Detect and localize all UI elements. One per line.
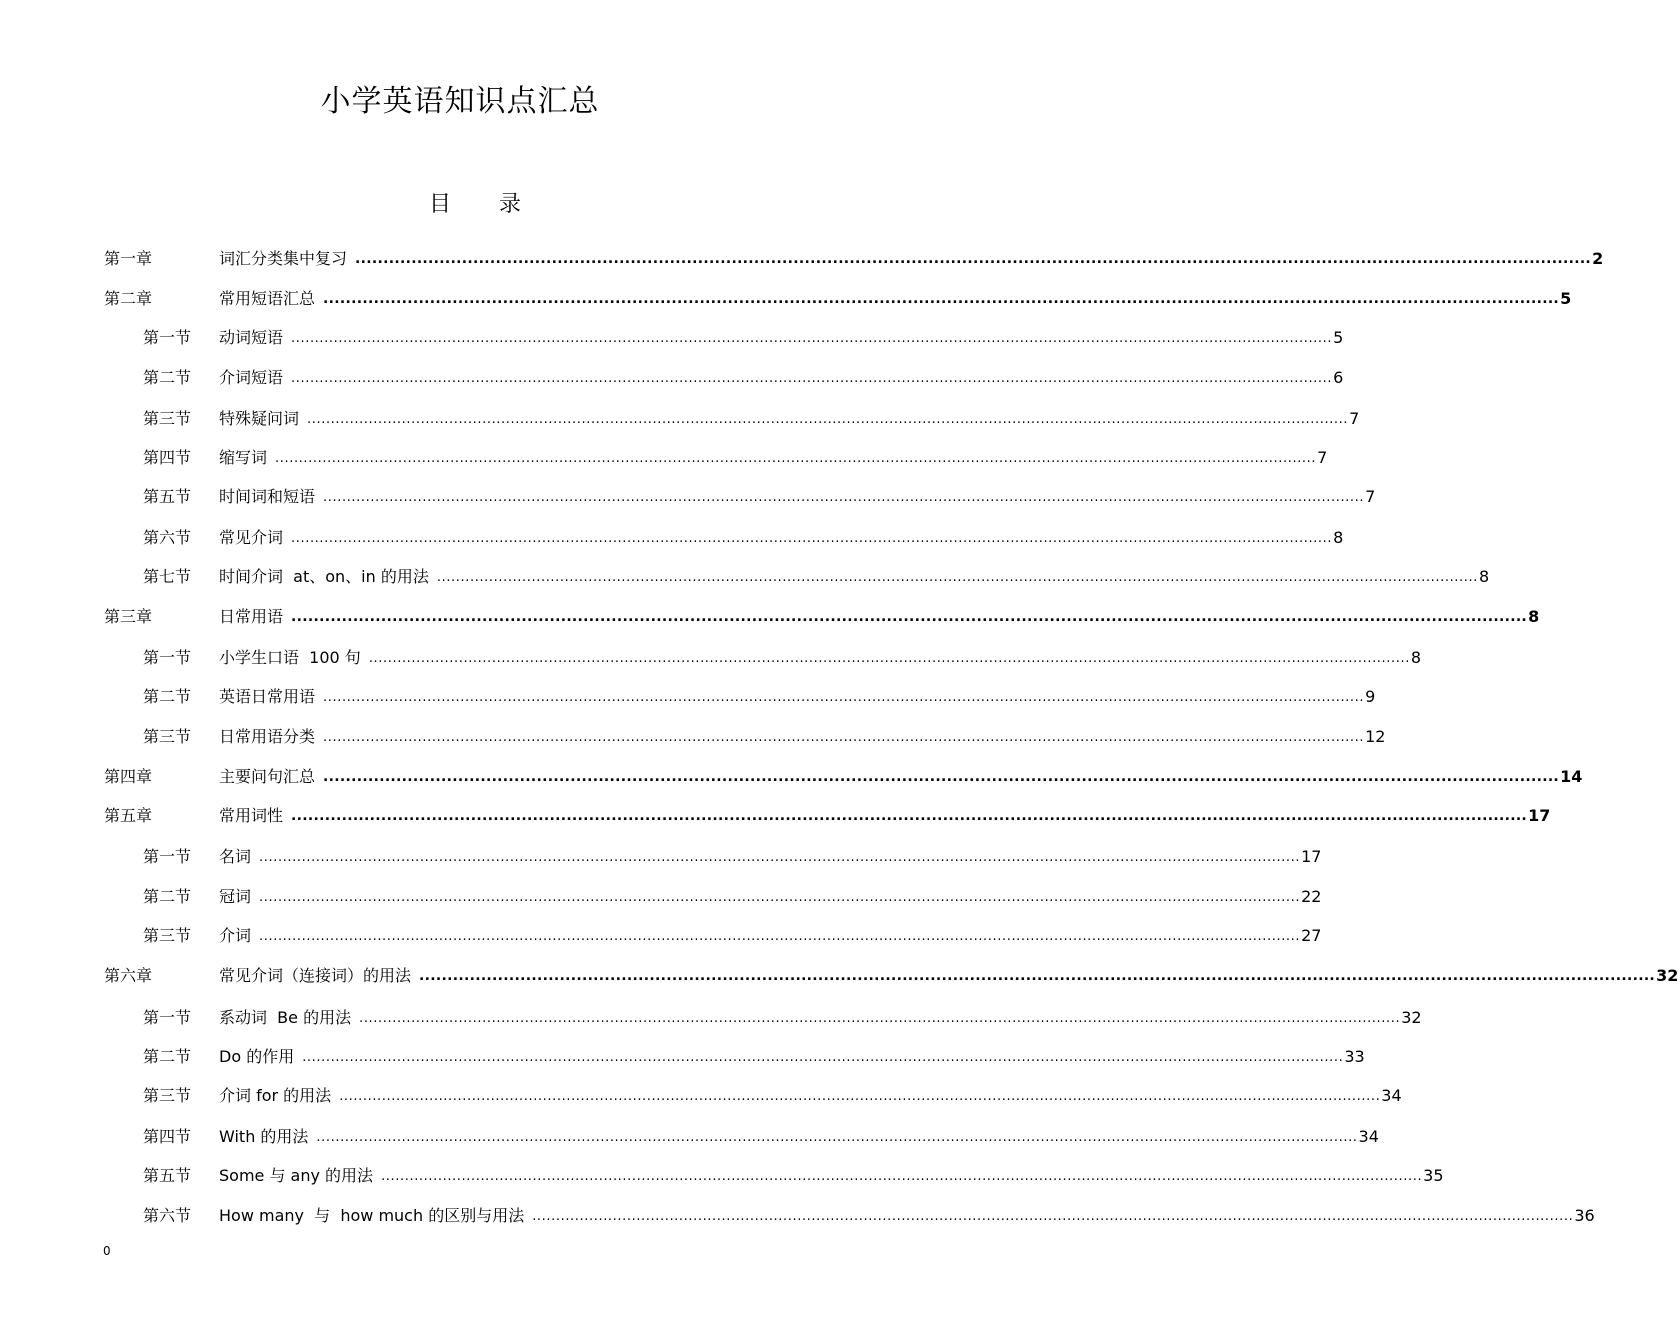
- toc-entry-title: 特殊疑问词: [219, 409, 300, 428]
- toc-entry-title: 动词短语: [219, 328, 284, 347]
- toc-page-number: 14: [1560, 767, 1583, 786]
- toc-dot-leader: ............................................................................................................................................................................................................................: [291, 531, 1333, 546]
- toc-entry-title: 介词短语: [219, 368, 284, 387]
- toc-entry-label: 第二节: [143, 368, 192, 387]
- page-number: 0: [103, 1244, 111, 1258]
- toc-section-row[interactable]: [0, 1205, 1595, 1227]
- toc-page-number: 5: [1333, 328, 1344, 347]
- toc-entry-title: 时间介词 at、on、in 的用法: [219, 567, 429, 586]
- toc-dot-leader: ............................................................................................................................................................................................................................: [259, 850, 1301, 865]
- toc-page-number: 8: [1478, 567, 1490, 586]
- toc-entry-title: 时间词和短语: [219, 487, 316, 506]
- toc-entry-title: 常用短语汇总: [219, 289, 316, 308]
- toc-dot-leader: ............................................................................................................................................................................................................................: [323, 490, 1365, 505]
- toc-heading-char-2: 录: [499, 192, 522, 217]
- toc-dot-leader: ............................................................................................................................................................................................................................: [436, 570, 1478, 585]
- toc-chapter-row[interactable]: [0, 965, 1678, 987]
- toc-page-number: 7: [1365, 487, 1376, 506]
- toc-entry-title: 小学生口语 100 句: [219, 648, 361, 667]
- toc-dot-leader: ............................................................................................................................................................................................................................: [419, 968, 1656, 984]
- toc-section-row[interactable]: [0, 327, 1344, 349]
- toc-dot-leader: ............................................................................................................................................................................................................................: [323, 730, 1365, 745]
- toc-section-row[interactable]: [0, 846, 1322, 868]
- toc-entry-label: 第六章: [104, 966, 153, 985]
- toc-entry-title: 介词 for 的用法: [219, 1086, 332, 1105]
- toc-page-number: 34: [1358, 1127, 1379, 1146]
- toc-entry-title: 介词: [219, 926, 252, 945]
- toc-dot-leader: ............................................................................................................................................................................................................................: [532, 1209, 1574, 1224]
- toc-entry-label: 第五节: [143, 1166, 192, 1185]
- toc-chapter-row[interactable]: [0, 248, 1604, 270]
- toc-chapter-row[interactable]: [0, 805, 1551, 827]
- toc-entry-title: 日常用语分类: [219, 727, 316, 746]
- toc-section-row[interactable]: [0, 1165, 1444, 1187]
- toc-entry-title: 冠词: [219, 887, 252, 906]
- toc-page-number: 8: [1333, 528, 1344, 547]
- toc-entry-title: 名词: [219, 847, 252, 866]
- toc-entry-label: 第六节: [143, 528, 192, 547]
- toc-section-row[interactable]: [0, 1007, 1422, 1029]
- toc-page-number: 17: [1301, 847, 1322, 866]
- toc-entry-title: How many 与 how much 的区别与用法: [219, 1206, 525, 1225]
- toc-page-number: 8: [1528, 607, 1540, 626]
- toc-chapter-row[interactable]: [0, 766, 1583, 788]
- toc-page-number: 12: [1365, 727, 1386, 746]
- toc-entry-title: 词汇分类集中复习: [219, 249, 348, 268]
- toc-entry-title: 常见介词: [219, 528, 284, 547]
- toc-page-number: 35: [1423, 1166, 1444, 1185]
- toc-dot-leader: ............................................................................................................................................................................................................................: [355, 251, 1592, 267]
- toc-page-number: 7: [1317, 448, 1328, 467]
- toc-entry-label: 第六节: [143, 1206, 192, 1225]
- toc-entry-label: 第三节: [143, 409, 192, 428]
- toc-entry-title: With 的用法: [219, 1127, 309, 1146]
- toc-entry-label: 第四节: [143, 448, 192, 467]
- toc-heading-char-1: 目: [428, 192, 451, 217]
- toc-entry-label: 第三节: [143, 1086, 192, 1105]
- toc-section-row[interactable]: [0, 886, 1322, 908]
- toc-entry-label: 第三节: [143, 926, 192, 945]
- toc-page-number: 33: [1344, 1047, 1365, 1066]
- document-title: 小学英语知识点汇总: [320, 84, 600, 119]
- toc-dot-leader: ............................................................................................................................................................................................................................: [291, 609, 1528, 625]
- toc-page-number: 32: [1656, 966, 1678, 985]
- toc-entry-label: 第三节: [143, 727, 192, 746]
- toc-section-row[interactable]: [0, 686, 1376, 708]
- toc-page-number: 7: [1349, 409, 1360, 428]
- toc-section-row[interactable]: [0, 1126, 1379, 1148]
- toc-entry-title: Some 与 any 的用法: [219, 1166, 374, 1185]
- toc-page-number: 2: [1592, 249, 1604, 268]
- toc-page-number: 36: [1574, 1206, 1595, 1225]
- toc-entry-label: 第一节: [143, 648, 192, 667]
- toc-entry-title: 日常用语: [219, 607, 284, 626]
- toc-dot-leader: ............................................................................................................................................................................................................................: [291, 331, 1333, 346]
- toc-entry-label: 第四节: [143, 1127, 192, 1146]
- toc-entry-label: 第七节: [143, 567, 192, 586]
- toc-page-number: 6: [1333, 368, 1344, 387]
- toc-section-row[interactable]: [0, 367, 1344, 389]
- toc-entry-label: 第二节: [143, 1047, 192, 1066]
- toc-entry-label: 第五节: [143, 487, 192, 506]
- toc-entry-label: 第二节: [143, 887, 192, 906]
- toc-page-number: 17: [1528, 806, 1551, 825]
- toc-entry-label: 第一节: [143, 1008, 192, 1027]
- toc-entry-title: 缩写词: [219, 448, 268, 467]
- toc-dot-leader: ............................................................................................................................................................................................................................: [359, 1011, 1401, 1026]
- toc-entry-title: 常见介词（连接词）的用法: [219, 966, 412, 985]
- toc-page-number: 27: [1301, 926, 1322, 945]
- toc-entry-title: 英语日常用语: [219, 687, 316, 706]
- toc-dot-leader: ............................................................................................................................................................................................................................: [323, 769, 1560, 785]
- toc-entry-label: 第四章: [104, 767, 153, 786]
- toc-entry-label: 第三章: [104, 607, 153, 626]
- toc-entry-label: 第一节: [143, 328, 192, 347]
- toc-entry-label: 第一节: [143, 847, 192, 866]
- toc-dot-leader: ............................................................................................................................................................................................................................: [381, 1169, 1423, 1184]
- toc-dot-leader: ............................................................................................................................................................................................................................: [323, 291, 1560, 307]
- toc-entry-title: Do 的作用: [219, 1047, 295, 1066]
- toc-dot-leader: ............................................................................................................................................................................................................................: [368, 651, 1410, 666]
- toc-entry-title: 常用词性: [219, 806, 284, 825]
- toc-section-row[interactable]: [0, 647, 1422, 669]
- toc-page-number: 8: [1410, 648, 1422, 667]
- toc-dot-leader: ............................................................................................................................................................................................................................: [291, 808, 1528, 824]
- toc-dot-leader: ............................................................................................................................................................................................................................: [302, 1050, 1344, 1065]
- toc-page-number: 34: [1381, 1086, 1402, 1105]
- toc-section-row[interactable]: [0, 925, 1322, 947]
- toc-entry-label: 第二节: [143, 687, 192, 706]
- toc-section-row[interactable]: [0, 566, 1490, 588]
- toc-entry-title: 主要问句汇总: [219, 767, 316, 786]
- toc-section-row[interactable]: [0, 1046, 1365, 1068]
- toc-dot-leader: ............................................................................................................................................................................................................................: [316, 1130, 1358, 1145]
- toc-dot-leader: ............................................................................................................................................................................................................................: [259, 890, 1301, 905]
- toc-section-row[interactable]: [0, 1085, 1402, 1107]
- toc-chapter-row[interactable]: [0, 606, 1540, 628]
- toc-entry-label: 第五章: [104, 806, 153, 825]
- toc-dot-leader: ............................................................................................................................................................................................................................: [275, 451, 1317, 466]
- toc-section-row[interactable]: [0, 726, 1386, 748]
- toc-page-number: 9: [1365, 687, 1376, 706]
- toc-section-row[interactable]: [0, 447, 1328, 469]
- toc-dot-leader: ............................................................................................................................................................................................................................: [339, 1089, 1381, 1104]
- toc-page-number: 22: [1301, 887, 1322, 906]
- toc-section-row[interactable]: [0, 486, 1376, 508]
- toc-dot-leader: ............................................................................................................................................................................................................................: [291, 371, 1333, 386]
- toc-section-row[interactable]: [0, 408, 1360, 430]
- toc-entry-title: 系动词 Be 的用法: [219, 1008, 352, 1027]
- toc-entry-label: 第二章: [104, 289, 153, 308]
- toc-chapter-row[interactable]: [0, 288, 1572, 310]
- toc-page-number: 5: [1560, 289, 1572, 308]
- toc-dot-leader: ............................................................................................................................................................................................................................: [323, 690, 1365, 705]
- toc-section-row[interactable]: [0, 527, 1344, 549]
- toc-page-number: 32: [1401, 1008, 1422, 1027]
- toc-dot-leader: ............................................................................................................................................................................................................................: [307, 412, 1349, 427]
- toc-dot-leader: ............................................................................................................................................................................................................................: [259, 929, 1301, 944]
- toc-entry-label: 第一章: [104, 249, 153, 268]
